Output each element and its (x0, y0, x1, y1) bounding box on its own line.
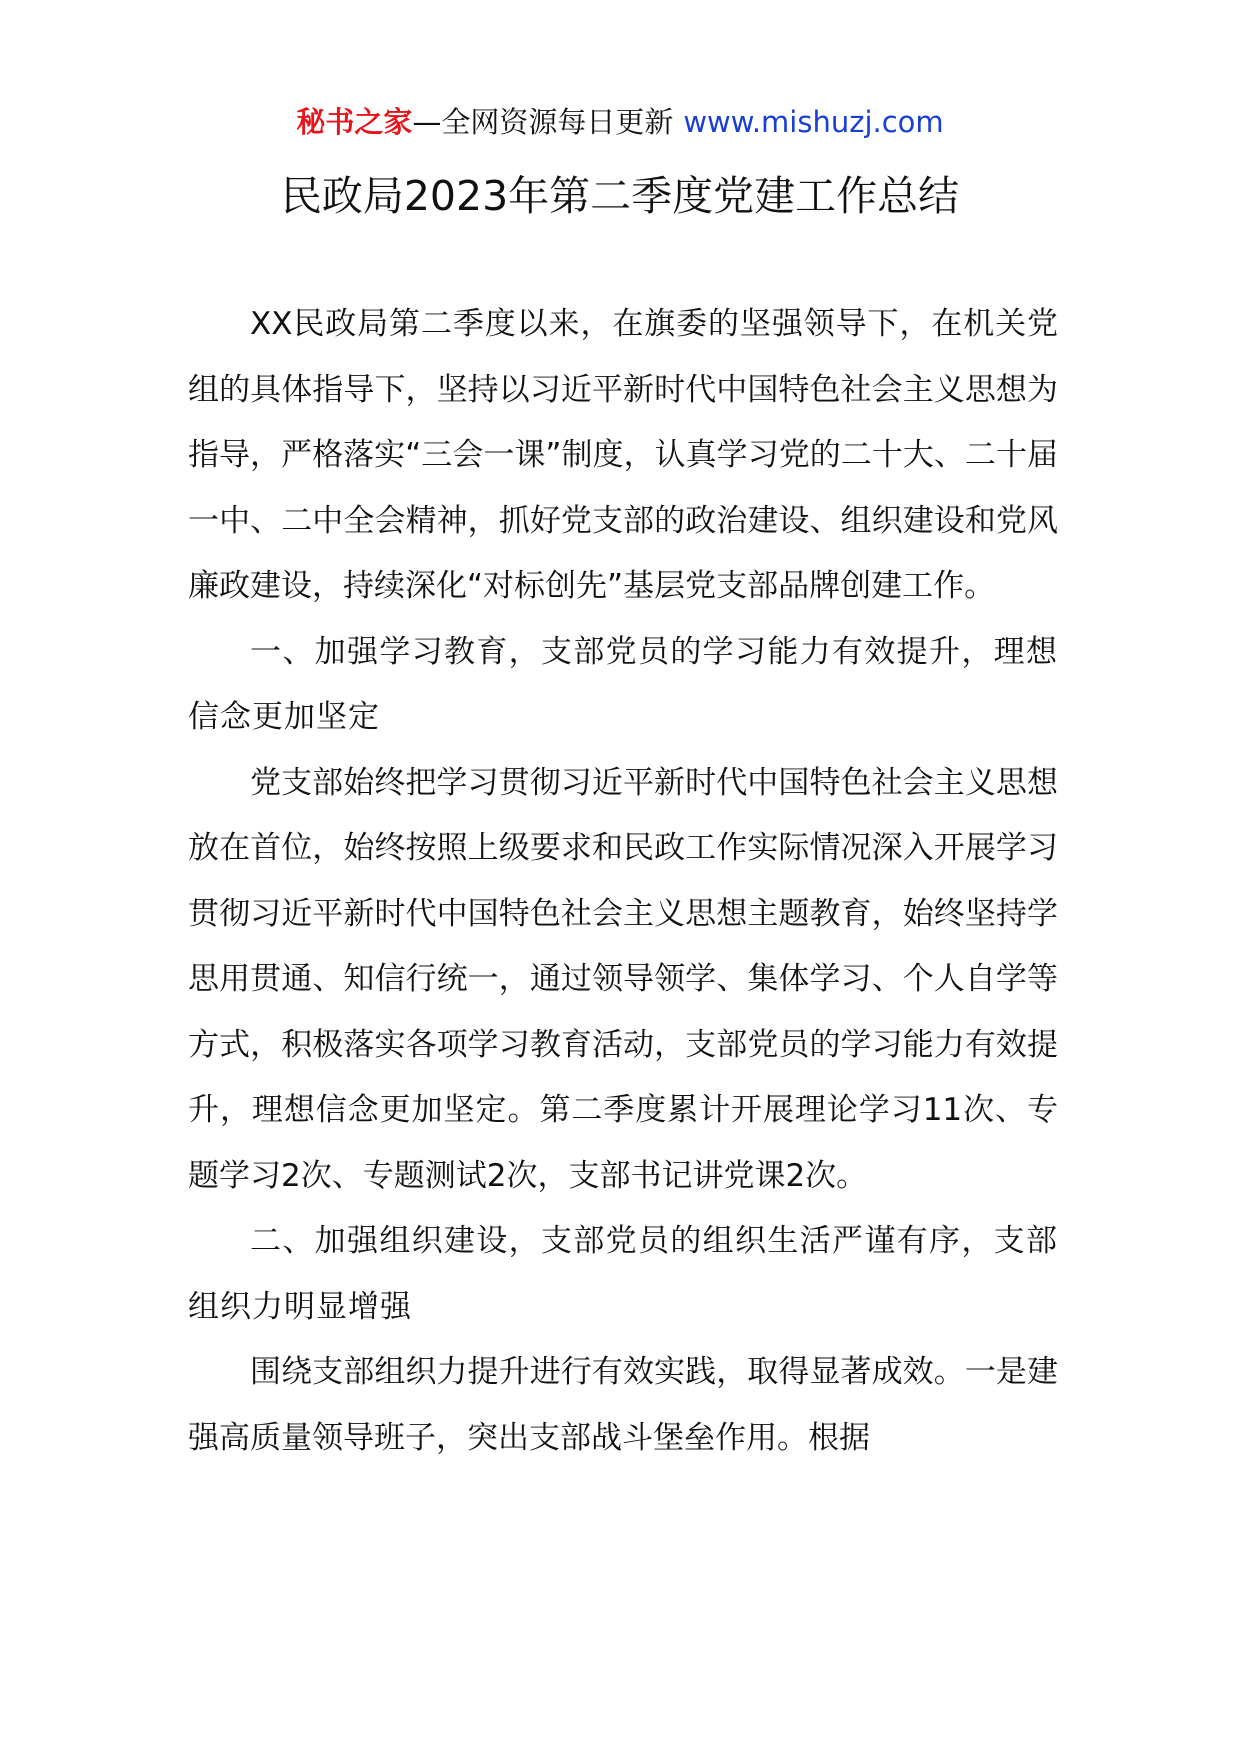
section-heading: 二、加强组织建设，支部党员的组织生活严谨有序，支部组织力明显增强 (188, 1223, 1058, 1325)
body-paragraph: XX民政局第二季度以来，在旗委的坚强领导下，在机关党组的具体指导下，坚持以习近平新时代中国特色社会主义思想为指导，严格落实“三会一课”制度，认真学习党的二十大、二十届一中、二中全会精神，抓好党支部的政治建设、组织建设和党风廉政建设，持续深化“对标创先”基层党支部品牌创建工作。 (188, 306, 1058, 604)
document-title: 民政局2023年第二季度党建工作总结 (280, 172, 960, 220)
body-paragraph: 党支部始终把学习贯彻习近平新时代中国特色社会主义思想放在首位，始终按照上级要求和民政工作实际情况深入开展学习贯彻习近平新时代中国特色社会主义思想主题教育，始终坚持学思用贯通、知信行统一，通过领导领学、集体学习、个人自学等方式，积极落实各项学习教育活动，支部党员的学习能力有效提升，理想信念更加坚定。第二季度累计开展理论学习11次、专题学习2次、专题测试2次，支部书记讲党课2次。 (188, 764, 1058, 1194)
brand-name: 秘书之家 (296, 105, 413, 139)
site-url-link[interactable]: www.mishuzj.com (683, 105, 944, 139)
header-slogan: —全网资源每日更新 (412, 105, 674, 139)
site-header (0, 102, 1240, 142)
body-paragraph: 围绕支部组织力提升进行有效实践，取得显著成效。一是建强高质量领导班子，突出支部战斗堡垒作用。根据 (188, 1354, 1058, 1456)
document-body (188, 292, 1058, 1471)
section-heading: 一、加强学习教育，支部党员的学习能力有效提升，理想信念更加坚定 (188, 633, 1058, 735)
